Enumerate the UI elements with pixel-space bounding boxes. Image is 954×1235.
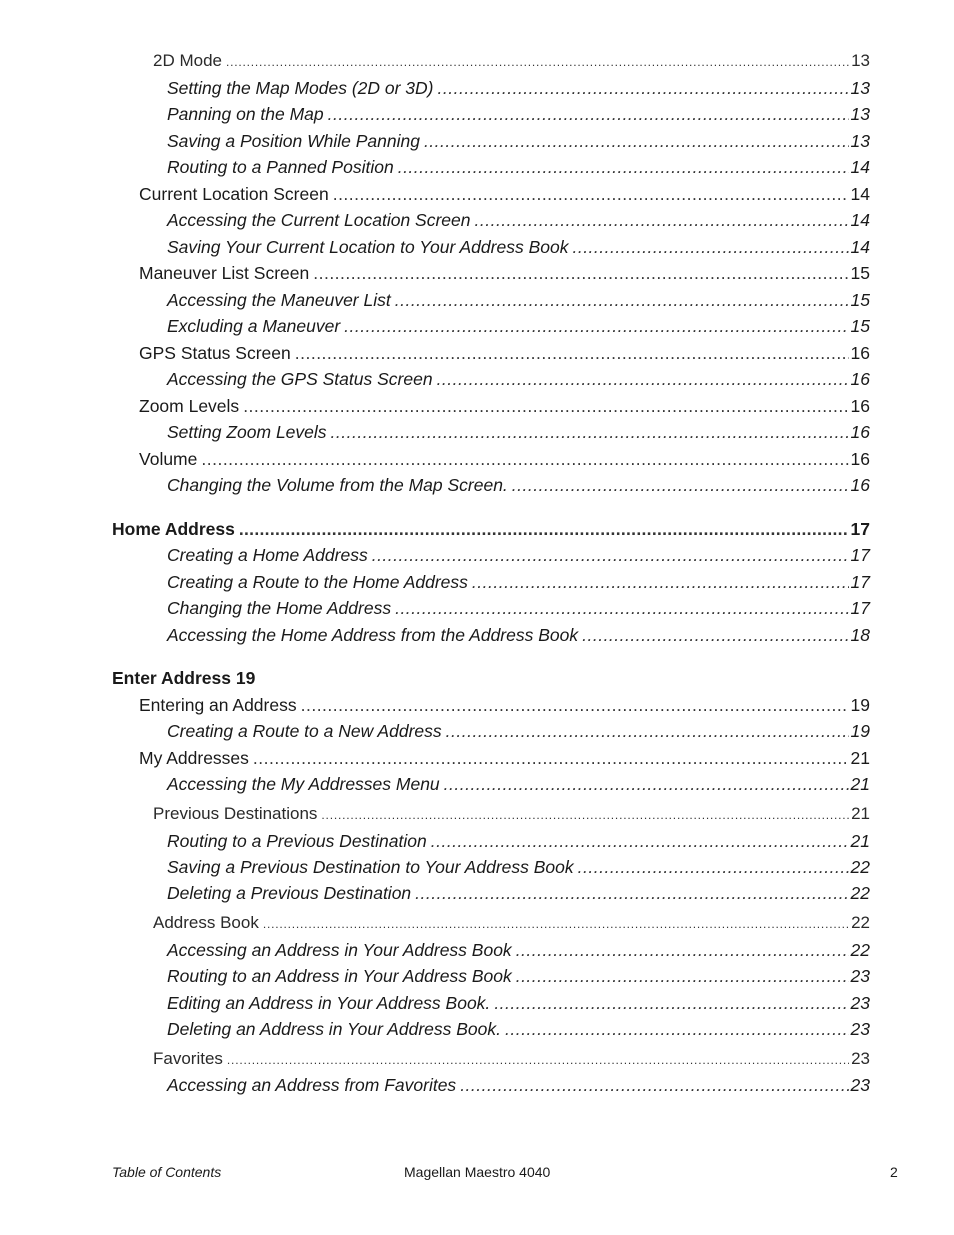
toc-entry-title: GPS Status Screen (139, 343, 291, 363)
toc-entry-title: Accessing the Current Location Screen (167, 210, 471, 230)
toc-entry-title: Routing to a Previous Destination (167, 831, 427, 851)
toc-entry[interactable] (167, 719, 870, 743)
dot-leader (313, 261, 848, 285)
toc-entry-title: Accessing an Address in Your Address Book (167, 940, 512, 960)
dot-leader (263, 912, 849, 936)
dot-leader (243, 394, 848, 418)
toc-entry-page: 13 (850, 131, 870, 151)
dot-leader (253, 746, 849, 770)
toc-entry-page: 19 (850, 721, 870, 741)
toc-entry[interactable] (167, 855, 870, 879)
dot-leader (582, 623, 848, 647)
toc-entry[interactable] (167, 208, 870, 232)
toc-entry-title: Previous Destinations (153, 804, 318, 823)
toc-entry[interactable] (167, 129, 870, 153)
toc-entry[interactable] (167, 1073, 870, 1097)
toc-entry-page: 21 (851, 804, 870, 823)
toc-entry[interactable] (167, 829, 870, 853)
toc-entry[interactable] (153, 911, 870, 935)
toc-entry-title: Home Address (112, 519, 235, 539)
dot-leader (472, 570, 849, 594)
dot-leader (424, 129, 849, 153)
toc-entry[interactable] (167, 1017, 870, 1041)
toc-entry[interactable] (139, 447, 870, 471)
toc-entry-title: Deleting an Address in Your Address Book. (167, 1019, 501, 1039)
toc-entry[interactable] (139, 341, 870, 365)
dot-leader (505, 1017, 849, 1041)
toc-entry[interactable] (167, 623, 870, 647)
toc-entry-title: Excluding a Maneuver (167, 316, 341, 336)
dot-leader (475, 208, 849, 232)
toc-entry-title: Saving a Previous Destination to Your Address Book (167, 857, 574, 877)
toc-entry-page: 16 (850, 449, 870, 469)
dot-leader (395, 288, 849, 312)
toc-entry-title: Current Location Screen (139, 184, 329, 204)
toc-entry[interactable] (167, 473, 870, 497)
toc-entry-page: 16 (850, 369, 870, 389)
toc-entry-title: Saving a Position While Panning (167, 131, 420, 151)
toc-entry[interactable] (167, 314, 870, 338)
toc-entry[interactable] (167, 235, 870, 259)
toc-entry-page: 14 (850, 237, 870, 257)
footer-page-number: 2 (890, 1164, 898, 1180)
toc-entry-title: Panning on the Map (167, 104, 324, 124)
toc-entry-title: Creating a Route to a New Address (167, 721, 442, 741)
dot-leader (301, 693, 849, 717)
toc-entry[interactable] (167, 288, 870, 312)
dot-leader (372, 543, 849, 567)
toc-entry-page: 23 (850, 993, 870, 1013)
dot-leader (333, 182, 849, 206)
dot-leader (395, 596, 848, 620)
footer-product-name: Magellan Maestro 4040 (404, 1164, 551, 1180)
dot-leader (444, 772, 849, 796)
toc-entry[interactable] (139, 394, 870, 418)
dot-leader (239, 517, 849, 541)
dot-leader (328, 102, 849, 126)
toc-entry-page: 19 (850, 695, 870, 715)
toc-entry-title: Accessing the GPS Status Screen (167, 369, 433, 389)
toc-entry-title: Accessing the My Addresses Menu (167, 774, 440, 794)
footer-section-title: Table of Contents (112, 1164, 222, 1180)
toc-entry[interactable] (167, 76, 870, 100)
toc-entry-title: My Addresses (139, 748, 249, 768)
toc-entry-page: 14 (850, 210, 870, 230)
toc-entry-page: 21 (850, 831, 870, 851)
toc-entry-page: 16 (850, 475, 870, 495)
toc-entry[interactable] (139, 746, 870, 770)
toc-entry-page: 22 (850, 940, 870, 960)
toc-entry-page: 15 (850, 263, 870, 283)
toc-entry-page: 22 (851, 913, 870, 932)
toc-entry[interactable] (153, 49, 870, 73)
dot-leader (321, 803, 849, 827)
dot-leader (331, 420, 849, 444)
toc-entry-page: 14 (850, 157, 870, 177)
toc-entry[interactable] (167, 964, 870, 988)
dot-leader (512, 473, 849, 497)
toc-entry[interactable] (167, 155, 870, 179)
toc-entry[interactable] (167, 543, 870, 567)
toc-entry-page: 23 (850, 966, 870, 986)
toc-entry[interactable] (153, 802, 870, 826)
toc-entry-title: Setting the Map Modes (2D or 3D) (167, 78, 434, 98)
dot-leader (494, 991, 848, 1015)
dot-leader (572, 235, 848, 259)
toc-entry[interactable] (167, 420, 870, 444)
toc-entry[interactable] (167, 991, 870, 1015)
section-heading-enter-address: Enter Address 19 (112, 668, 256, 688)
toc-entry-page: 16 (850, 396, 870, 416)
toc-entry[interactable] (139, 693, 870, 717)
dot-leader (344, 314, 848, 338)
toc-entry-page: 21 (850, 748, 870, 768)
dot-leader (398, 155, 849, 179)
toc-entry-page: 23 (851, 1049, 870, 1068)
toc-entry[interactable] (167, 881, 870, 905)
toc-entry[interactable] (167, 367, 870, 391)
toc-entry-title: Zoom Levels (139, 396, 240, 416)
toc-entry-page: 23 (850, 1075, 870, 1095)
toc-entry[interactable] (167, 102, 870, 126)
toc-entry-title: Deleting a Previous Destination (167, 883, 412, 903)
dot-leader (415, 881, 848, 905)
toc-entry-title: Accessing an Address from Favorites (167, 1075, 457, 1095)
toc-entry-page: 17 (850, 545, 870, 565)
toc-entry-page: 14 (850, 184, 870, 204)
toc-entry[interactable] (112, 517, 870, 541)
dot-leader (226, 50, 849, 74)
dot-leader (437, 367, 849, 391)
toc-entry-page: 18 (850, 625, 870, 645)
toc-entry-page: 22 (850, 857, 870, 877)
toc-entry-title: Accessing the Maneuver List (167, 290, 391, 310)
toc-entry-title: Editing an Address in Your Address Book. (167, 993, 491, 1013)
toc-entry-title: Accessing the Home Address from the Address Book (167, 625, 579, 645)
toc-entry-page: 16 (850, 343, 870, 363)
toc-entry-page: 15 (850, 290, 870, 310)
toc-entry[interactable] (153, 1047, 870, 1071)
toc-entry-title: Saving Your Current Location to Your Address Book (167, 237, 569, 257)
toc-entry[interactable] (167, 570, 870, 594)
toc-entry-title: Maneuver List Screen (139, 263, 310, 283)
toc-entry[interactable] (167, 938, 870, 962)
toc-entry-page: 13 (851, 51, 870, 70)
toc-entry-page: 21 (850, 774, 870, 794)
dot-leader (516, 964, 849, 988)
dot-leader (431, 829, 849, 853)
dot-leader (438, 76, 849, 100)
toc-entry-page: 13 (850, 78, 870, 98)
toc-entry-page: 22 (850, 883, 870, 903)
toc-entry-title: Creating a Route to the Home Address (167, 572, 468, 592)
toc-entry-page: 13 (850, 104, 870, 124)
toc-entry-title: Changing the Home Address (167, 598, 392, 618)
toc-entry-page: 15 (850, 316, 870, 336)
toc-entry-title: Volume (139, 449, 198, 469)
toc-entry-page: 17 (850, 598, 870, 618)
dot-leader (516, 938, 849, 962)
dot-leader (460, 1073, 848, 1097)
toc-entry-title: Setting Zoom Levels (167, 422, 327, 442)
dot-leader (446, 719, 849, 743)
toc-entry-title: 2D Mode (153, 51, 222, 70)
toc-entry-title: Changing the Volume from the Map Screen. (167, 475, 508, 495)
toc-entry-page: 16 (850, 422, 870, 442)
toc-entry-page: 17 (850, 519, 870, 539)
toc-entry-page: 23 (850, 1019, 870, 1039)
toc-entry-title: Routing to an Address in Your Address Book (167, 966, 512, 986)
toc-entry-title: Entering an Address (139, 695, 297, 715)
dot-leader (578, 855, 849, 879)
toc-entry[interactable] (167, 772, 870, 796)
toc-entry-title: Address Book (153, 913, 259, 932)
toc-entry-title: Creating a Home Address (167, 545, 368, 565)
toc-entry-title: Favorites (153, 1049, 223, 1068)
toc-entry[interactable] (139, 182, 870, 206)
dot-leader (227, 1048, 849, 1072)
toc-entry-title: Routing to a Panned Position (167, 157, 394, 177)
dot-leader (295, 341, 849, 365)
toc-entry[interactable] (139, 261, 870, 285)
toc-entry[interactable] (167, 596, 870, 620)
dot-leader (201, 447, 848, 471)
toc-entry-page: 17 (850, 572, 870, 592)
